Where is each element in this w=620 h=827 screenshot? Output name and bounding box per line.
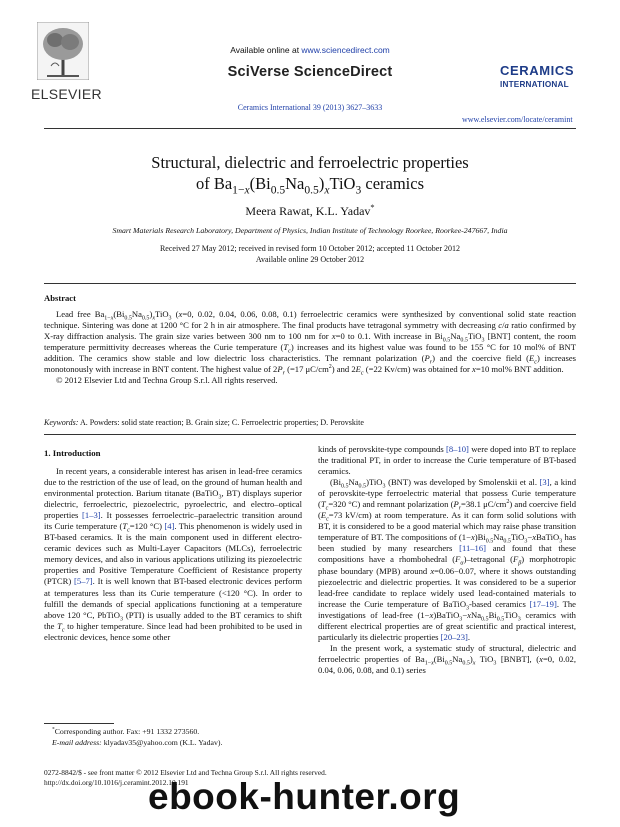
abstract-divider-bottom <box>44 434 576 435</box>
header-divider <box>44 128 576 129</box>
article-title: Structural, dielectric and ferroelectric properties of $Ba_{1-x}(Bi_{0.5}Na_{0.5})_xTiO_3$ ceramics <box>151 153 469 197</box>
sciencedirect-link[interactable]: www.sciencedirect.com <box>301 45 390 55</box>
abstract-divider-top <box>44 283 576 284</box>
intro-right-column: kinds of perovskite-type compounds [8–10] were doped into BT to replace the traditional PT, in order to increase the Curie temperature of BT-based ceramics. $(Bi_{0.5}Na_{0.5})TiO_3$ (BNT) was developed by Smolenskii et al. [3], a kind of perovskite-type ferroelectric material that possess Curie temperature ($T_c=320$ °C) and remnant polarization ($P_r=38.1$ $\mu C/cm^2$) and coercive field ($E_c=73$ kV/cm) at room temperature. As it can form solid solutions with BT, it is considered to be a good material which may raise phase transition temperature of BT. The compositions of $(1-x)Bi_{0.5}Na_{0.5}TiO_3-xBaTiO_3$ has been studied by many researchers [11–16] and found that these compositions have a rhombohedral $(F_\alpha)$–tetragonal $(F_\beta)$ morphotropic phase boundary (MPB) around x=0.06−0.07, where it shows outstanding piezoelectric and dielectric properties. It was considered to be a superior lead-free candidate to replace widely used lead-contained materials to increase the Curie temperature of BaTiO$_3$-based ceramics [17–19]. The investigations of lead-free $(1-x)BaTiO_3-xNa_{0.5}Bi_{0.5}TiO_3$ ceramics with different electrical properties are of great scientific and practical interest, particularly its dielectric properties [20–23]. In the present work, a systematic study of structural, dielectric and ferroelectric properties of $Ba_{1-x}(Bi_{0.5}Na_{0.5})_x$ TiO$_3$ [BNBT], (x=0, 0.02, 0.04, 0.06, 0.08, and 0.1) series <box>318 444 576 675</box>
footnote: *Corresponding author. Fax: +91 1332 273560. E-mail address: klyadav35@yahoo.com (K.L. Yadav). <box>52 726 223 747</box>
available-online: Available online at www.sciencedirect.com <box>230 45 390 55</box>
journal-url-link[interactable]: www.elsevier.com/locate/ceramint <box>462 115 573 124</box>
abstract-heading: Abstract <box>44 293 76 303</box>
affiliation: Smart Materials Research Laboratory, Department of Physics, Indian Institute of Technology Roorkee, Roorkee-247667, India <box>112 226 508 235</box>
publisher-name: ELSEVIER <box>31 86 102 102</box>
journal-url <box>462 115 573 124</box>
footer: 0272-8842/$ - see front matter © 2012 Elsevier Ltd and Techna Group S.r.l. All rights reserved. http://dx.doi.org/10.1016/j.ceramint.2012.10.191 <box>44 768 327 787</box>
watermark: ebook-hunter.org <box>148 776 461 817</box>
citation-link[interactable]: Ceramics International 39 (2013) 3627–3633 <box>237 103 383 112</box>
journal-logo-line1: CERAMICS <box>500 63 575 78</box>
online-date: Available online 29 October 2012 <box>255 255 365 264</box>
journal-citation <box>0 103 620 112</box>
abstract-body: Lead free $Ba_{1-x}(Bi_{0.5}Na_{0.5})_xTiO_3$ (x=0, 0.02, 0.04, 0.06, 0.08, 0.1) ferroelectric ceramics were synthesized by conventional solid state reaction technique. Sintering was done at 1200 °C for 2 h in air atmosphere. The final products have tetragonal symmetry with decreasing c/a ratio confirmed by X-ray diffraction analysis. The grain size varies between 300 nm to 100 nm for x=0 to 0.1. With increase in $Bi_{0.5}Na_{0.5}TiO_3$ [BNT] content, the room temperature permittivity decreases whereas the Curie temperature $(T_c)$ increases and its highest value was found to be 155 °C for 10 mol% of BNT addition. The ceramics show stable and low dielectric loss characteristics. The remnant polarization $(P_r)$ and the coercive field $(E_c)$ increases monotonously with increase in BNT content. The highest value of $2P_r$ (=17 $\mu C/cm^2$) and $2E_c$ (=22 Kv/cm) was obtained for x=10 mol% BNT addition. © 2012 Elsevier Ltd and Techna Group S.r.l. All rights reserved. <box>44 309 577 386</box>
sciencedirect-brand: SciVerse ScienceDirect <box>227 64 393 80</box>
authors: Meera Rawat, K.L. Yadav* <box>245 203 375 218</box>
author-email[interactable]: klyadav35@yahoo.com (K.L. Yadav). <box>103 737 223 747</box>
received-dates: Received 27 May 2012; received in revised form 10 October 2012; accepted 11 October 2012 <box>159 244 461 253</box>
journal-logo-line2: INTERNATIONAL <box>500 80 569 89</box>
keywords: Keywords: A. Powders: solid state reaction; B. Grain size; C. Ferroelectric properties; D. Perovskite <box>44 418 364 427</box>
copyright-line: © 2012 Elsevier Ltd and Techna Group S.r.l. All rights reserved. <box>56 375 278 386</box>
footnote-rule <box>44 723 114 724</box>
section-heading: 1. Introduction <box>44 448 101 458</box>
intro-left-column: In recent years, a considerable interest has arisen in lead-free ceramics due to the restriction of the use of lead, on the ground of human health and environmental protection. Barium titanate (BaTiO$_3$, BT) displays superior dielectric, ferroelectric, piezoelectric, pyroelectric, and electro–optical properties [1–3]. It possesses ferroelectric–paraelectric transition around its Curie temperature ($T_c=120$ °C) [4]. This phenomenon is widely used in BT-based ceramics. It is the main component used in different electro-ceramic devices such as Multi-Layer Capacitors (MLCs), ferroelectric memory devices, and also in various applications utilizing its piezoelectric properties and Positive Temperature Coefficient of Resistance property (PTCR) [5–7]. It is well known that BT-based electronic devices perform at temperatures less than its Curie temperature (<120 °C). In order to fulfill the demands of special applications functioning at a temperature above 120 °C, PbTiO$_3$ (PTI) is usually added to the BT ceramics to shift the $T_c$ to higher temperature. Since lead had been prohibited to be used in electronic devices, hence some other <box>44 466 303 642</box>
doi-link[interactable]: http://dx.doi.org/10.1016/j.ceramint.2012.10.191 <box>44 778 189 787</box>
